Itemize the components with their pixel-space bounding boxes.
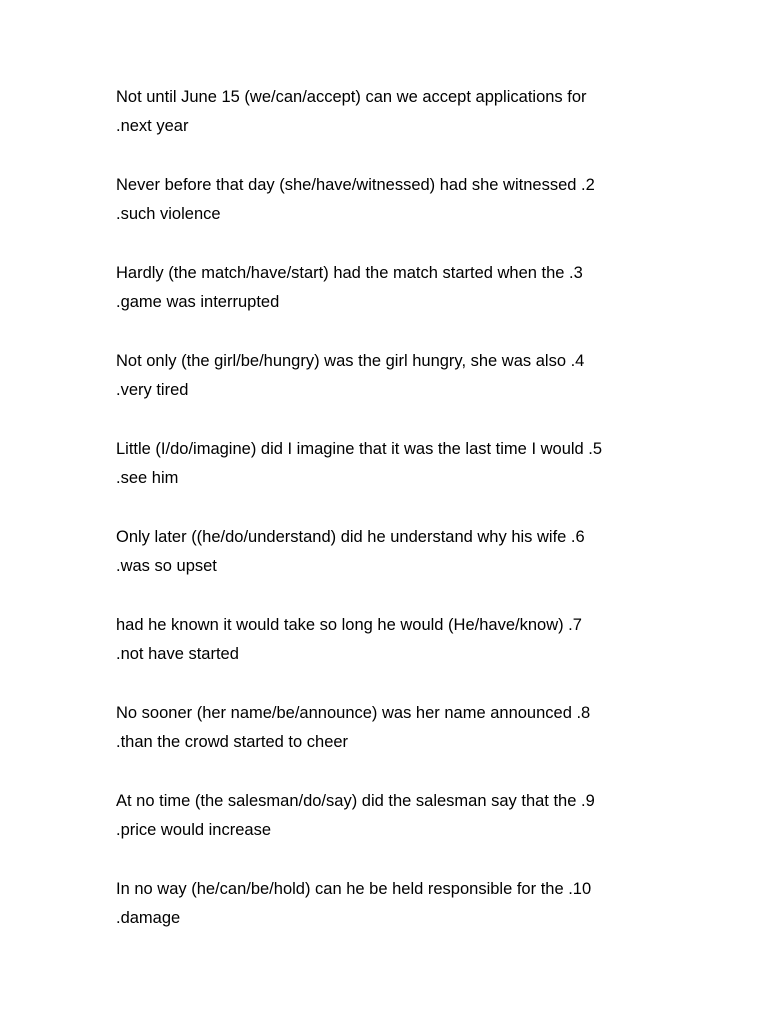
item-line-2: .next year	[116, 117, 189, 135]
item-line-1: At no time (the salesman/do/say) did the salesman say that the .9	[116, 792, 595, 810]
item-line-2: .game was interrupted	[116, 293, 280, 311]
item-line-2: .was so upset	[116, 557, 217, 575]
exercise-item-5	[116, 435, 656, 493]
item-line-2: .such violence	[116, 205, 221, 223]
exercise-item-4	[116, 347, 656, 405]
item-line-2: .price would increase	[116, 821, 271, 839]
item-line-2: .not have started	[116, 645, 239, 663]
item-line-1: No sooner (her name/be/announce) was her name announced .8	[116, 704, 591, 722]
exercise-item-9	[116, 787, 656, 845]
item-line-1: Not until June 15 (we/can/accept) can we accept applications for	[116, 88, 587, 106]
item-line-2: .very tired	[116, 381, 189, 399]
item-line-2: .see him	[116, 469, 179, 487]
exercise-item-7	[116, 611, 656, 669]
item-line-1: In no way (he/can/be/hold) can he be held responsible for the .10	[116, 880, 592, 898]
exercise-item-6	[116, 523, 656, 581]
item-line-2: .than the crowd started to cheer	[116, 733, 349, 751]
exercise-item-1	[116, 83, 656, 141]
exercise-item-2	[116, 171, 656, 229]
item-line-1: Little (I/do/imagine) did I imagine that it was the last time I would .5	[116, 440, 603, 458]
item-line-1: Only later ((he/do/understand) did he understand why his wife .6	[116, 528, 585, 546]
item-line-2: .damage	[116, 909, 181, 927]
exercise-item-10	[116, 875, 656, 933]
exercise-item-8	[116, 699, 656, 757]
item-line-1: Hardly (the match/have/start) had the match started when the .3	[116, 264, 583, 282]
exercise-item-3	[116, 259, 656, 317]
item-line-1: Never before that day (she/have/witnessed) had she witnessed .2	[116, 176, 595, 194]
item-line-1: Not only (the girl/be/hungry) was the girl hungry, she was also .4	[116, 352, 585, 370]
item-line-1: had he known it would take so long he would (He/have/know) .7	[116, 616, 582, 634]
